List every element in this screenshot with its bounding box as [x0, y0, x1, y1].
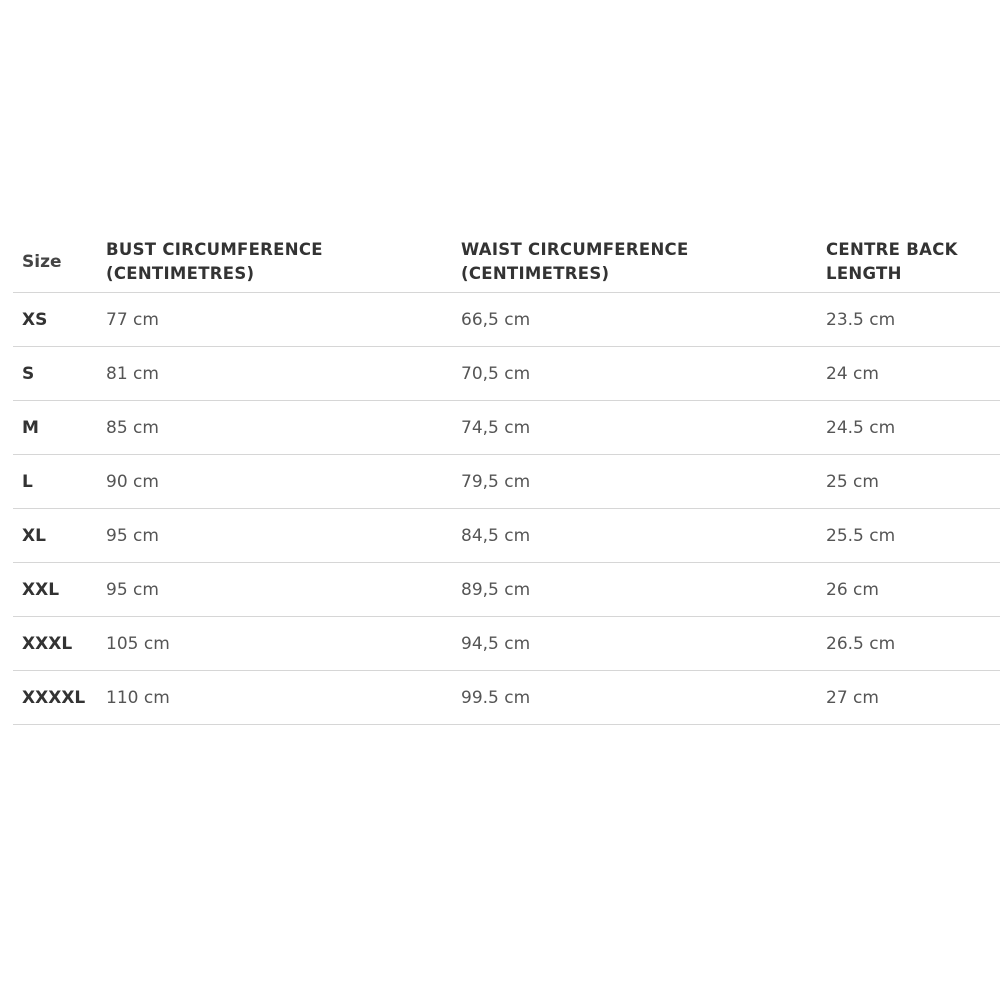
waist-cell: 70,5 cm: [452, 347, 817, 401]
size-cell: M: [13, 401, 97, 455]
header-bust-line-1: BUST CIRCUMFERENCE: [106, 240, 323, 259]
size-cell: XXXL: [13, 617, 97, 671]
bust-cell: 95 cm: [97, 509, 452, 563]
waist-cell: 66,5 cm: [452, 293, 817, 347]
bust-cell: 95 cm: [97, 563, 452, 617]
header-waist-line-1: WAIST CIRCUMFERENCE: [461, 240, 689, 259]
header-back-line-1: CENTRE BACK: [826, 240, 958, 259]
header-back-length: [817, 232, 1000, 293]
table-body: [13, 293, 1000, 725]
table-row: [13, 347, 1000, 401]
back-length-cell: 25 cm: [817, 455, 1000, 509]
bust-cell: 90 cm: [97, 455, 452, 509]
size-cell: XS: [13, 293, 97, 347]
back-length-cell: 26.5 cm: [817, 617, 1000, 671]
header-row: [13, 232, 1000, 293]
table-row: [13, 563, 1000, 617]
bust-cell: 77 cm: [97, 293, 452, 347]
table-header: [13, 232, 1000, 293]
back-length-cell: 25.5 cm: [817, 509, 1000, 563]
header-back-line-2: LENGTH: [826, 264, 902, 283]
waist-cell: 99.5 cm: [452, 671, 817, 725]
back-length-cell: 27 cm: [817, 671, 1000, 725]
waist-cell: 79,5 cm: [452, 455, 817, 509]
size-cell: XXXXL: [13, 671, 97, 725]
waist-cell: 89,5 cm: [452, 563, 817, 617]
waist-cell: 84,5 cm: [452, 509, 817, 563]
table-row: [13, 617, 1000, 671]
size-cell: L: [13, 455, 97, 509]
back-length-cell: 24 cm: [817, 347, 1000, 401]
size-cell: S: [13, 347, 97, 401]
table-row: [13, 401, 1000, 455]
back-length-cell: 26 cm: [817, 563, 1000, 617]
bust-cell: 105 cm: [97, 617, 452, 671]
size-cell: XL: [13, 509, 97, 563]
waist-cell: 74,5 cm: [452, 401, 817, 455]
header-waist-line-2: (CENTIMETRES): [461, 264, 610, 283]
header-waist: [452, 232, 817, 293]
size-chart-table: [13, 232, 1000, 725]
bust-cell: 85 cm: [97, 401, 452, 455]
waist-cell: 94,5 cm: [452, 617, 817, 671]
header-bust: [97, 232, 452, 293]
table-row: [13, 671, 1000, 725]
back-length-cell: 24.5 cm: [817, 401, 1000, 455]
back-length-cell: 23.5 cm: [817, 293, 1000, 347]
table-row: [13, 293, 1000, 347]
table-row: [13, 509, 1000, 563]
header-bust-line-2: (CENTIMETRES): [106, 264, 255, 283]
table-row: [13, 455, 1000, 509]
bust-cell: 81 cm: [97, 347, 452, 401]
bust-cell: 110 cm: [97, 671, 452, 725]
header-size-label: Size: [22, 252, 62, 272]
size-cell: XXL: [13, 563, 97, 617]
header-size: [13, 232, 97, 293]
